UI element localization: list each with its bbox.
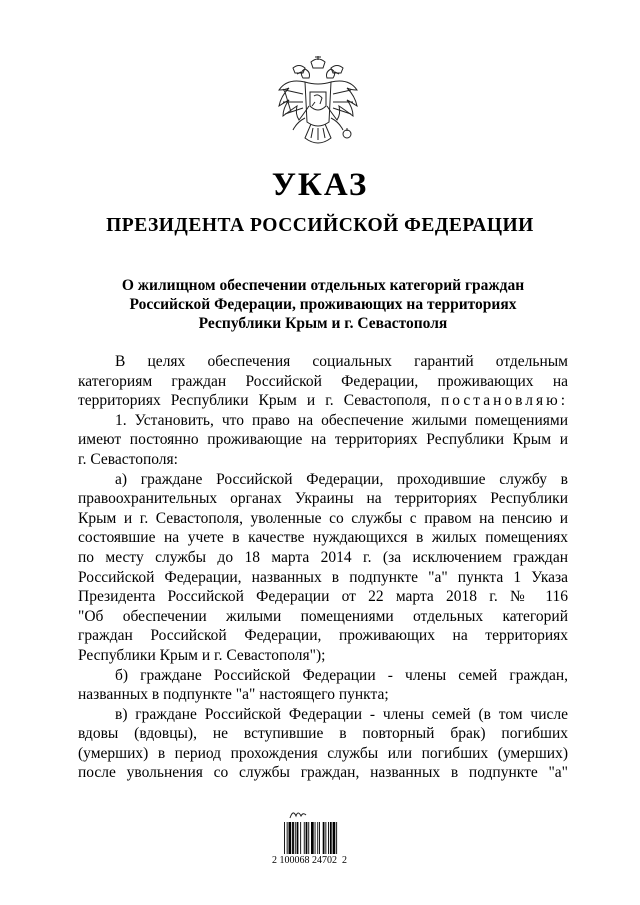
body-line: "Об обеспечении жилыми помещениями отдельных категорий: [78, 607, 568, 625]
body-line: Республики Крым и г. Севастополя");: [78, 646, 326, 664]
body-line: вдовы (вдовцы), не вступившие в повторный брак) погибших: [78, 725, 568, 743]
heading-line: О жилищном обеспечении отдельных категорий граждан: [121, 277, 525, 294]
body-line: б) граждане Российской Федерации - члены семей граждан,: [115, 666, 568, 684]
document-heading: [78, 276, 568, 333]
barcode-bar: [315, 822, 316, 854]
barcode-bar: [284, 822, 285, 854]
document-body: [78, 352, 568, 783]
barcode-bar: [317, 822, 318, 854]
heading-line: Республики Крым и г. Севастополя: [198, 315, 448, 332]
barcode-bar: [311, 822, 314, 854]
body-line: а) граждане Российской Федерации, проходившие службу в: [115, 470, 568, 488]
body-line: названных в подпункте "а" настоящего пункта;: [78, 686, 389, 704]
barcode-bar: [297, 822, 299, 854]
barcode-bar: [325, 822, 326, 854]
decree-subtitle: ПРЕЗИДЕНТА РОССИЙСКОЙ ФЕДЕРАЦИИ: [106, 215, 534, 236]
barcode-bar: [306, 822, 308, 854]
body-line-with-decree-word: [78, 391, 568, 411]
body-line: (умерших) в период прохождения службы или погибших (умерших): [78, 744, 568, 762]
body-line-part: территориях Республики Крым и г. Севастополя,: [78, 392, 431, 410]
barcode-bar: [328, 822, 329, 854]
body-line: состоявшие на учете в качестве нуждающихся в жилых помещениях: [78, 529, 568, 547]
barcode-icon: [284, 822, 360, 854]
handwritten-mark-icon: [288, 808, 308, 820]
body-line: по месту службы до 18 марта 2014 г. (за исключением граждан: [78, 548, 568, 566]
body-line: Президента Российской Федерации от 22 марта 2018 г. № 116: [78, 588, 568, 606]
barcode-number: 2 100068 24702 2: [272, 855, 347, 866]
decree-title: УКАЗ: [271, 167, 369, 203]
body-line: г. Севастополя:: [78, 450, 178, 468]
decree-verb: постановляю:: [440, 392, 568, 410]
body-line: Российской Федерации, названных в подпункте "а" пункта 1 Указа: [78, 568, 568, 586]
body-line: Крым и г. Севастополя, уволенные со службы с правом на пенсию и: [78, 509, 568, 527]
body-line: после увольнения со службы граждан, названных в подпункте "а": [78, 764, 568, 782]
barcode-bar: [336, 822, 337, 854]
body-line: категориям граждан Российской Федерации, проживающих на: [78, 372, 568, 390]
body-line: В целях обеспечения социальных гарантий отдельным: [115, 353, 568, 370]
barcode-bar: [295, 822, 296, 854]
barcode-bar: [330, 822, 332, 854]
barcode-bar: [308, 822, 309, 854]
barcode-bar: [304, 822, 305, 854]
barcode-bar: [292, 822, 294, 854]
barcode-bar: [289, 822, 292, 854]
body-line: имеют постоянно проживающие на территориях Республики Крым и: [78, 431, 568, 449]
body-line: правоохранительных органах Украины на территориях Республики: [78, 490, 568, 508]
body-line: 1. Установить, что право на обеспечение жилыми помещениями: [115, 411, 568, 429]
barcode-bar: [287, 822, 288, 854]
barcode-bar: [333, 822, 336, 854]
barcode-bar: [319, 822, 320, 854]
barcode-bar: [323, 822, 325, 854]
barcode-bar: [300, 822, 301, 854]
body-line: в) граждане Российской Федерации - члены семей (в том числе: [115, 705, 568, 723]
body-line: граждан Российской Федерации, проживающих на территориях: [78, 627, 568, 645]
heading-line: Российской Федерации, проживающих на территориях: [129, 296, 517, 313]
coat-of-arms-icon: [275, 56, 361, 152]
